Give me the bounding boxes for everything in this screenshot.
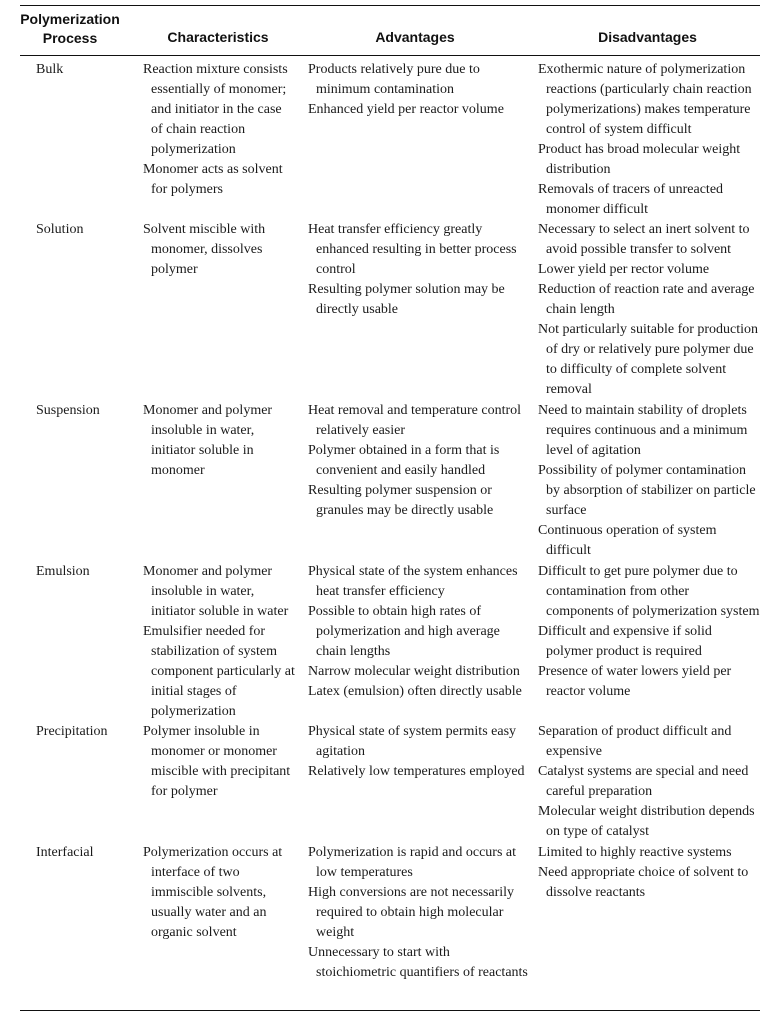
advantage-item: Products relatively pure due to minimum contamination — [308, 62, 480, 97]
characteristics-cell — [143, 562, 295, 722]
characteristic-item: Monomer and polymer insoluble in water, initiator soluble in water — [143, 564, 289, 619]
advantages-cell — [308, 60, 530, 120]
advantage-item: Polymerization is rapid and occurs at low temperatures — [308, 845, 516, 880]
advantage-item: Possible to obtain high rates of polymerization and high average chain lengths — [308, 604, 500, 659]
disadvantages-cell — [538, 60, 760, 220]
disadvantage-item: Need to maintain stability of droplets requires continuous and a minimum level of agitation — [538, 403, 748, 458]
process-name: Interfacial — [36, 845, 94, 860]
disadvantage-item: Not particularly suitable for production of dry or relatively pure polymer due to difficulty of complete solvent removal — [538, 322, 759, 397]
process-name: Suspension — [36, 403, 100, 418]
disadvantages-cell — [538, 220, 760, 400]
advantage-item: Latex (emulsion) often directly usable — [308, 684, 522, 699]
disadvantage-item: Difficult to get pure polymer due to contamination from other components of polymerization system — [538, 564, 760, 619]
advantage-item: Heat transfer efficiency greatly enhanced resulting in better process control — [308, 222, 517, 277]
advantage-item: Resulting polymer suspension or granules may be directly usable — [308, 483, 494, 518]
characteristic-item: Polymer insoluble in monomer or monomer miscible with precipitant for polymer — [143, 724, 291, 799]
disadvantage-item: Separation of product difficult and expensive — [538, 724, 732, 759]
advantage-item: Resulting polymer solution may be directly usable — [308, 282, 505, 317]
characteristic-item: Solvent miscible with monomer, dissolves polymer — [143, 222, 266, 277]
characteristics-cell — [143, 843, 295, 943]
disadvantage-item: Necessary to select an inert solvent to avoid possible transfer to solvent — [538, 222, 750, 257]
header-process — [20, 10, 120, 48]
disadvantage-item: Product has broad molecular weight distribution — [538, 142, 741, 177]
header-process-line1: Polymerization — [20, 11, 120, 27]
characteristic-item: Polymerization occurs at interface of two immiscible solvents, usually water and an organic solvent — [143, 845, 283, 940]
disadvantage-item: Lower yield per rector volume — [538, 262, 710, 277]
disadvantage-item: Presence of water lowers yield per reactor volume — [538, 664, 732, 699]
disadvantages-cell — [538, 722, 760, 842]
advantages-cell — [308, 401, 530, 521]
disadvantage-item: Difficult and expensive if solid polymer product is required — [538, 624, 712, 659]
header-characteristics: Characteristics — [167, 29, 269, 45]
advantage-item: High conversions are not necessarily required to obtain high molecular weight — [308, 885, 515, 940]
disadvantage-item: Need appropriate choice of solvent to dissolve reactants — [538, 865, 749, 900]
process-name: Precipitation — [36, 724, 108, 739]
characteristic-item: Monomer and polymer insoluble in water, initiator soluble in monomer — [143, 403, 273, 478]
characteristics-cell — [143, 60, 295, 200]
advantage-item: Narrow molecular weight distribution — [308, 664, 520, 679]
disadvantage-item: Removals of tracers of unreacted monomer difficult — [538, 182, 724, 217]
header-rule — [20, 55, 760, 56]
process-name: Solution — [36, 222, 84, 237]
disadvantage-item: Limited to highly reactive systems — [538, 845, 732, 860]
advantage-item: Enhanced yield per reactor volume — [308, 102, 504, 117]
advantages-cell — [308, 843, 530, 983]
characteristics-cell — [143, 220, 295, 280]
characteristic-item: Emulsifier needed for stabilization of system component particularly at initial stages of polymerization — [143, 624, 295, 719]
table-bottom-rule — [20, 1010, 760, 1011]
disadvantage-item: Exothermic nature of polymerization reactions (particularly chain reaction polymerizations) makes temperature control of system difficult — [538, 62, 752, 137]
advantage-item: Polymer obtained in a form that is convenient and easily handled — [308, 443, 500, 478]
advantages-cell — [308, 220, 530, 320]
characteristics-cell — [143, 722, 295, 802]
process-name: Bulk — [36, 62, 64, 77]
advantage-item: Unnecessary to start with stoichiometric quantifiers of reactants — [308, 945, 528, 980]
header-process-line2: Process — [42, 30, 98, 46]
table-top-rule — [20, 5, 760, 6]
characteristic-item: Reaction mixture consists essentially of monomer; and initiator in the case of chain reaction polymerization — [143, 62, 288, 157]
characteristics-cell — [143, 401, 295, 481]
advantage-item: Physical state of the system enhances heat transfer efficiency — [308, 564, 518, 599]
disadvantage-item: Possibility of polymer contamination by absorption of stabilizer on particle surface — [538, 463, 756, 518]
disadvantage-item: Catalyst systems are special and need careful preparation — [538, 764, 749, 799]
advantage-item: Heat removal and temperature control relatively easier — [308, 403, 522, 438]
disadvantage-item: Reduction of reaction rate and average chain length — [538, 282, 755, 317]
disadvantages-cell — [538, 562, 760, 702]
advantages-cell — [308, 562, 530, 702]
disadvantages-cell — [538, 401, 760, 561]
advantages-cell — [308, 722, 530, 782]
advantage-item: Physical state of system permits easy agitation — [308, 724, 517, 759]
disadvantage-item: Continuous operation of system difficult — [538, 523, 717, 558]
characteristic-item: Monomer acts as solvent for polymers — [143, 162, 283, 197]
header-advantages: Advantages — [375, 29, 455, 45]
advantage-item: Relatively low temperatures employed — [308, 764, 525, 779]
process-name: Emulsion — [36, 564, 90, 579]
disadvantages-cell — [538, 843, 760, 903]
header-disadvantages: Disadvantages — [598, 29, 697, 45]
disadvantage-item: Molecular weight distribution depends on type of catalyst — [538, 804, 755, 839]
